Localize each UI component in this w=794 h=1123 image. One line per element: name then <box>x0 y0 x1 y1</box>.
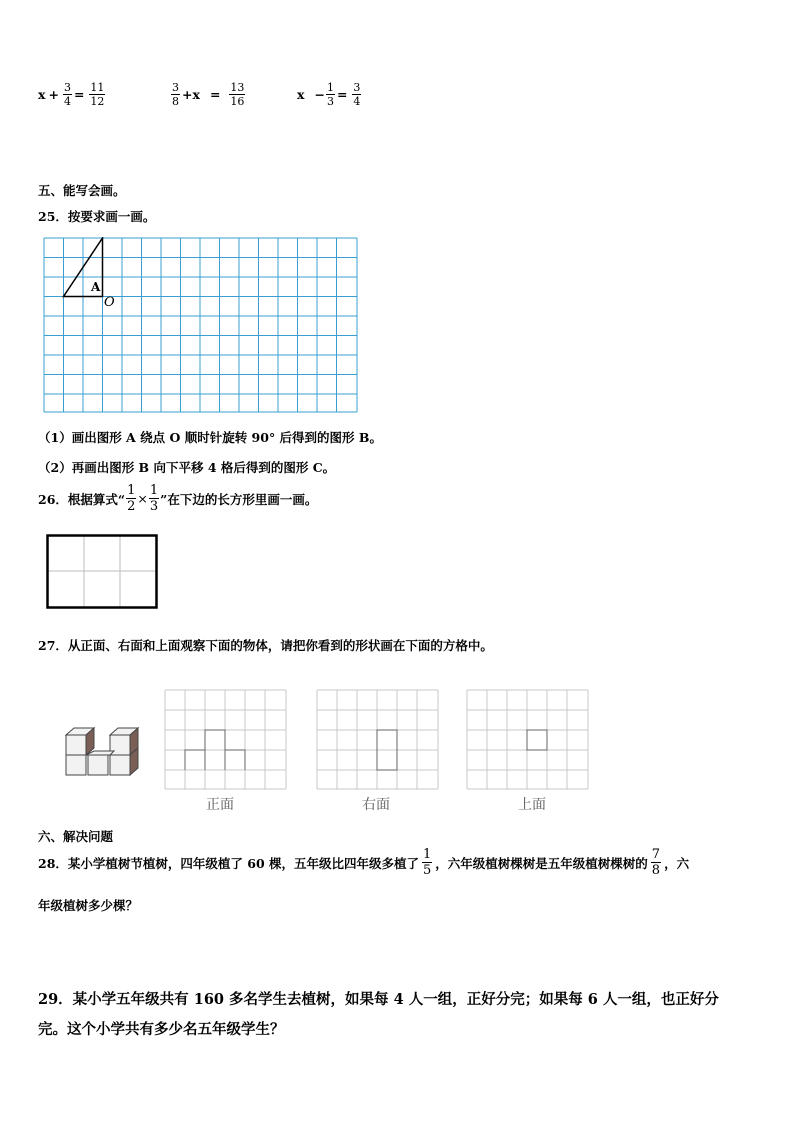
rhs-fraction: $\frac{11}{12}$ <box>90 81 105 108</box>
section-5-heading: 五、能写会画。 <box>38 183 126 198</box>
fraction: $\frac{3}{8}$ <box>172 81 179 108</box>
top-view-grid <box>466 689 590 791</box>
right-view-grid <box>316 689 440 791</box>
q26-prefix: 26．根据算式“ <box>38 491 126 507</box>
rhs-fraction: $\frac{3}{4}$ <box>353 81 361 108</box>
equals: = <box>336 87 348 102</box>
top-view-label: 上面 <box>518 797 546 813</box>
fraction: $\frac{1}{3}$ <box>326 81 334 108</box>
times-sign: × <box>137 491 148 506</box>
fraction: $\frac{3}{4}$ <box>63 81 71 108</box>
right-view-label: 右面 <box>362 797 390 813</box>
q25-part2: （2）再画出图形 B 向下平移 4 格后得到的图形 C。 <box>38 460 336 475</box>
equation-1 <box>38 82 106 107</box>
cube-object <box>64 725 146 779</box>
equation-3 <box>297 82 362 107</box>
q29-line1: 29．某小学五年级共有 160 多名学生去植树，如果每 4 人一组，正好分完；如果每 6 人一组，也正好分 <box>38 991 719 1008</box>
operator: − <box>314 87 325 102</box>
rhs-fraction: $\frac{13}{16}$ <box>230 81 245 108</box>
fraction-7-8: $\frac{7}{8}$ <box>651 847 661 878</box>
equation-2 <box>170 82 246 107</box>
q28-part2: ，六年级植树棵树是五年级植树棵树的 <box>435 855 648 871</box>
q25-part1: （1）画出图形 A 绕点 O 顺时针旋转 90° 后得到的图形 B。 <box>38 430 382 445</box>
q28-line1 <box>38 848 689 877</box>
fraction-1: $\frac{1}{2}$ <box>127 483 136 514</box>
q25-grid <box>43 237 359 414</box>
var: x <box>38 87 46 102</box>
q28-line2: 年级植树多少棵？ <box>38 898 139 913</box>
q29-line2: 完。这个小学共有多少名五年级学生？ <box>38 1021 285 1038</box>
operator: +x <box>182 87 200 102</box>
fraction-1-5: $\frac{1}{5}$ <box>423 847 432 878</box>
equals: = <box>73 87 85 102</box>
var: x <box>297 87 305 102</box>
q26-rectangle <box>46 534 158 610</box>
equals: = <box>209 87 221 102</box>
q26-suffix: ”在下边的长方形里画一画。 <box>160 491 318 507</box>
q26-question <box>38 484 317 513</box>
fraction-2: $\frac{1}{3}$ <box>149 483 159 514</box>
q27-title: 27．从正面、右面和上面观察下面的物体，请把你看到的形状画在下面的方格中。 <box>38 638 493 653</box>
shape-a-label: A <box>91 280 101 294</box>
operator: + <box>48 87 59 102</box>
section-6-heading: 六、解决问题 <box>38 829 114 844</box>
q28-part3: ，六 <box>664 855 690 871</box>
q25-title: 25．按要求画一画。 <box>38 209 156 224</box>
front-view-grid <box>164 689 288 791</box>
front-view-label: 正面 <box>206 797 234 813</box>
point-o-label: O <box>104 295 115 310</box>
q28-part1: 28．某小学植树节植树，四年级植了 60 棵，五年级比四年级多植了 <box>38 855 419 871</box>
